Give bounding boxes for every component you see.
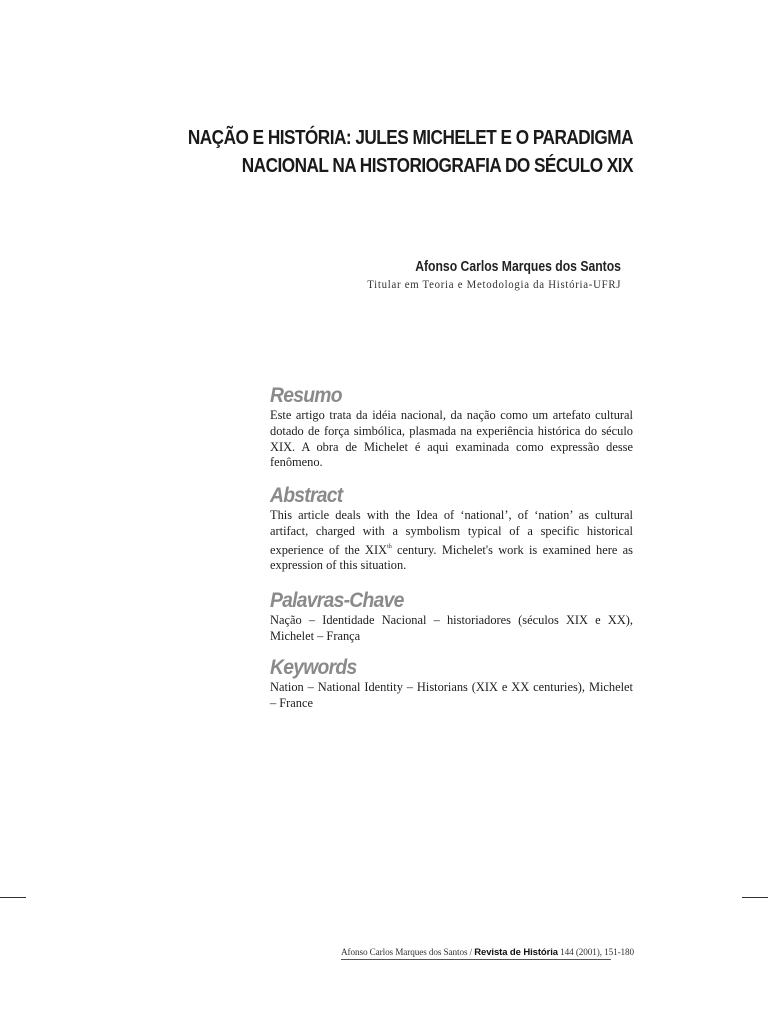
abstract-heading: Abstract xyxy=(270,484,343,507)
footer-citation: 144 (2001), 151-180 xyxy=(560,947,635,957)
abstract-text-part-2: century. Michelet's work is examined here as expression of this situation. xyxy=(270,542,633,573)
abstract-section xyxy=(270,484,633,574)
abstract-text-part-1: This article deals with the Idea of ‘national’, of ‘nation’ as cultural artifact, charged with a symbolism typical of a specific historical experience of the XIX xyxy=(270,508,633,557)
author-affiliation: Titular em Teoria e Metodologia da História-UFRJ xyxy=(367,277,621,291)
keywords-heading: Keywords xyxy=(270,656,357,679)
author-name: Afonso Carlos Marques dos Santos xyxy=(415,259,621,275)
resumo-text: Este artigo trata da idéia nacional, da nação como um artefato cultural dotado de força simbólica, plasmada na experiência histórica do século XIX. A obra de Michelet é aqui examinada como expressão desse fenômeno. xyxy=(270,408,633,470)
resumo-section xyxy=(270,384,633,471)
title-line-2: NACIONAL NA HISTORIOGRAFIA DO SÉCULO XIX xyxy=(241,155,633,177)
article-title xyxy=(151,124,633,180)
palavras-chave-text: Nação – Identidade Nacional – historiadores (séculos XIX e XX), Michelet – França xyxy=(270,613,633,643)
page-footer xyxy=(341,947,635,958)
title-line-1: NAÇÃO E HISTÓRIA: JULES MICHELET E O PARADIGMA xyxy=(187,127,633,149)
crop-mark-right xyxy=(742,897,768,898)
abstract-superscript: th xyxy=(387,543,392,550)
abstract-text xyxy=(270,508,633,574)
footer-rule xyxy=(341,959,611,960)
resumo-heading: Resumo xyxy=(270,384,342,407)
palavras-chave-heading: Palavras-Chave xyxy=(270,589,404,612)
palavras-chave-section xyxy=(270,589,633,645)
crop-mark-left xyxy=(0,897,26,898)
keywords-text: Nation – National Identity – Historians (XIX e XX centuries), Michelet – France xyxy=(270,680,633,710)
footer-journal: Revista de História xyxy=(474,947,558,958)
keywords-section xyxy=(270,656,633,712)
footer-author: Afonso Carlos Marques dos Santos / xyxy=(341,947,473,957)
